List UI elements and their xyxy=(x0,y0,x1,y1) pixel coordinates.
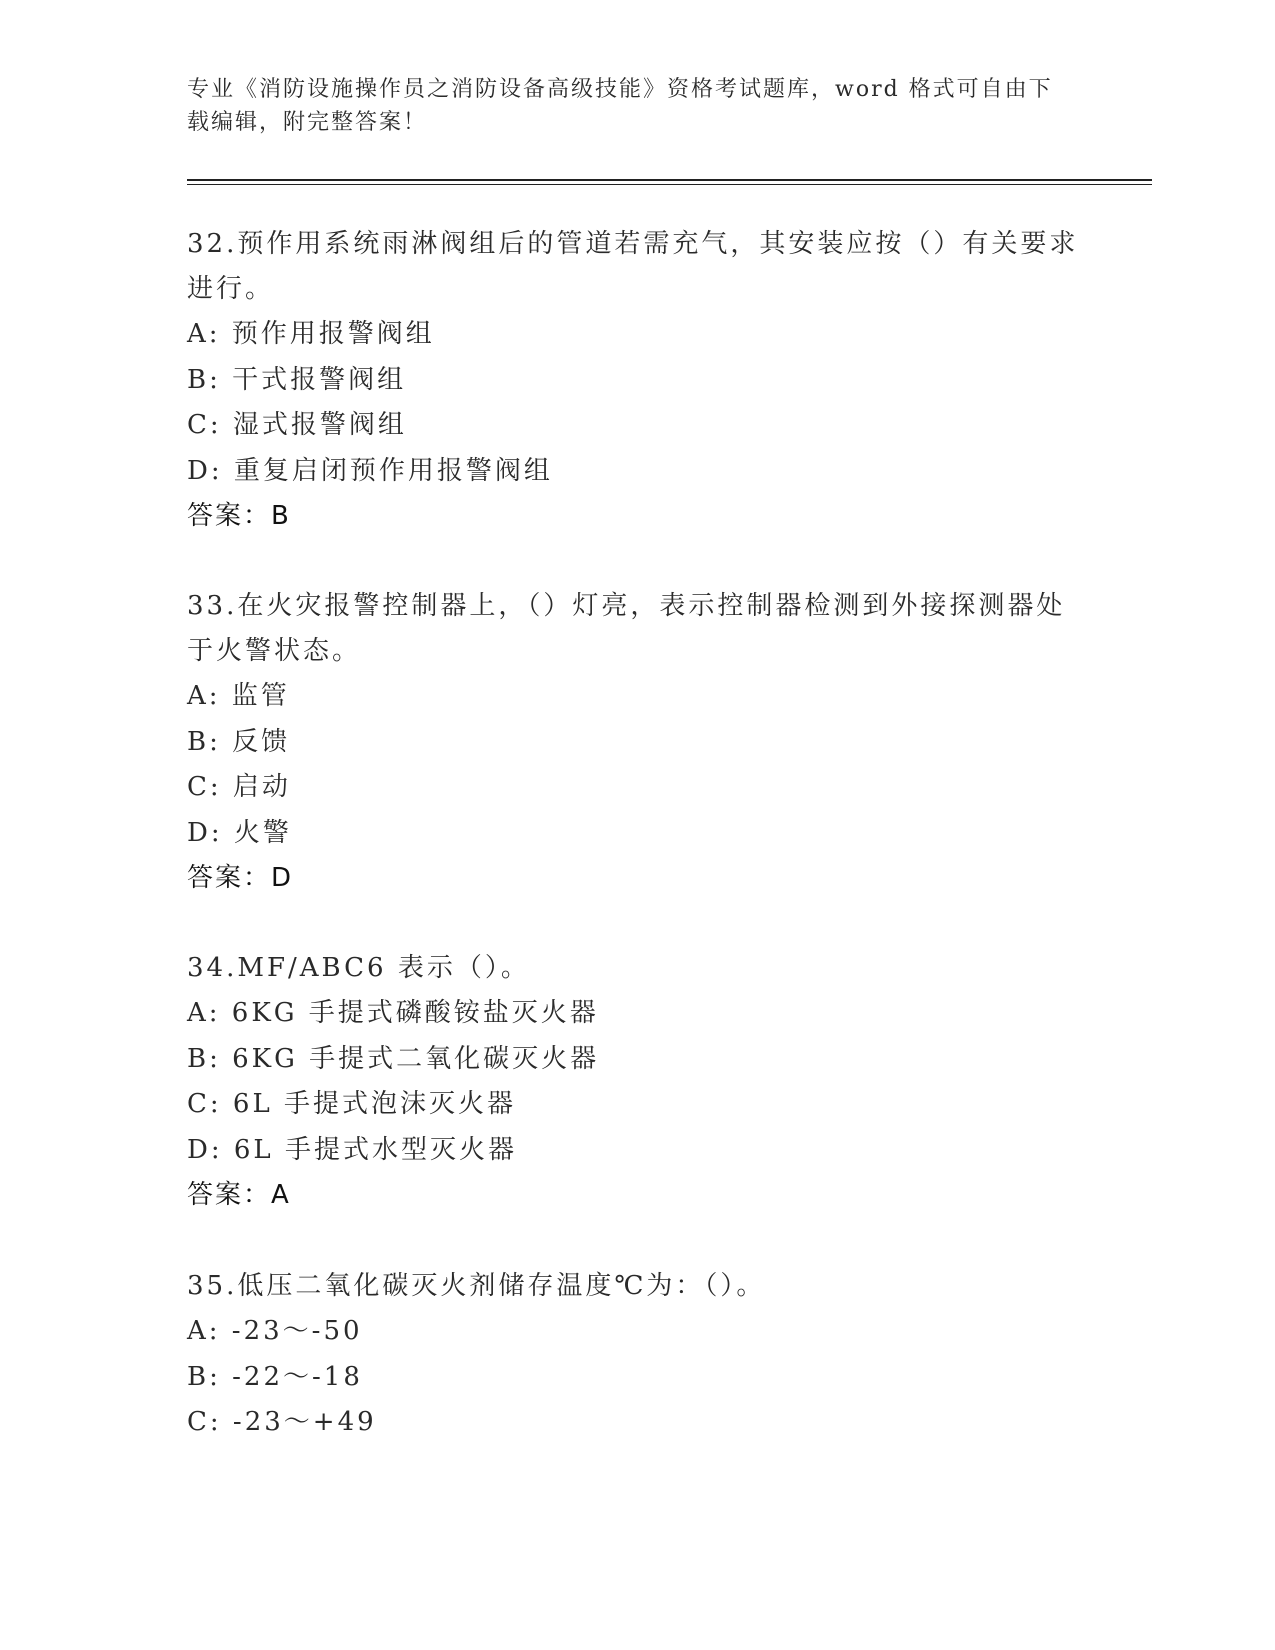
header-line-2: 载编辑，附完整答案！ xyxy=(187,110,428,135)
question-35 xyxy=(187,1264,1087,1446)
document-header xyxy=(187,73,1067,139)
header-divider-thick xyxy=(187,179,1152,181)
option-a: A: 预作用报警阀组 xyxy=(187,319,435,349)
answer: 答案：B xyxy=(187,501,291,531)
header-divider-thin xyxy=(187,184,1152,185)
option-b: B: -22～-18 xyxy=(187,1361,363,1392)
option-c: C: 6L 手提式泡沫灭火器 xyxy=(187,1089,516,1119)
answer: 答案：A xyxy=(187,1180,291,1210)
question-32 xyxy=(187,222,1087,539)
question-stem-line-1: 34.MF/ABC6 表示（）。 xyxy=(187,953,530,983)
question-stem-line-1: 35.低压二氧化碳灭火剂储存温度℃为：（）。 xyxy=(187,1271,766,1301)
option-d: D: 6L 手提式水型灭火器 xyxy=(187,1134,517,1165)
question-stem-line-1: 33.在火灾报警控制器上，（）灯亮，表示控制器检测到外接探测器处 xyxy=(187,591,1066,621)
option-b: B: 反馈 xyxy=(187,726,291,757)
answer: 答案：D xyxy=(187,863,294,893)
option-c: C: 湿式报警阀组 xyxy=(187,410,407,440)
option-b: B: 干式报警阀组 xyxy=(187,364,407,395)
option-c: C: 启动 xyxy=(187,772,291,802)
option-c: C: -23～+49 xyxy=(187,1407,377,1437)
option-d: D: 火警 xyxy=(187,817,292,848)
option-a: A: 6KG 手提式磷酸铵盐灭火器 xyxy=(187,998,599,1028)
question-33 xyxy=(187,584,1087,901)
question-stem-line-2: 进行。 xyxy=(187,274,275,304)
header-line-1: 专业《消防设施操作员之消防设备高级技能》资格考试题库，word 格式可自由下 xyxy=(187,77,1053,102)
option-a: A: 监管 xyxy=(187,681,290,711)
option-a: A: -23～-50 xyxy=(187,1316,363,1346)
question-34 xyxy=(187,946,1087,1218)
option-d: D: 重复启闭预作用报警阀组 xyxy=(187,455,553,486)
question-stem-line-1: 32.预作用系统雨淋阀组后的管道若需充气，其安装应按（）有关要求 xyxy=(187,229,1079,259)
option-b: B: 6KG 手提式二氧化碳灭火器 xyxy=(187,1043,600,1074)
question-stem-line-2: 于火警状态。 xyxy=(187,636,362,666)
